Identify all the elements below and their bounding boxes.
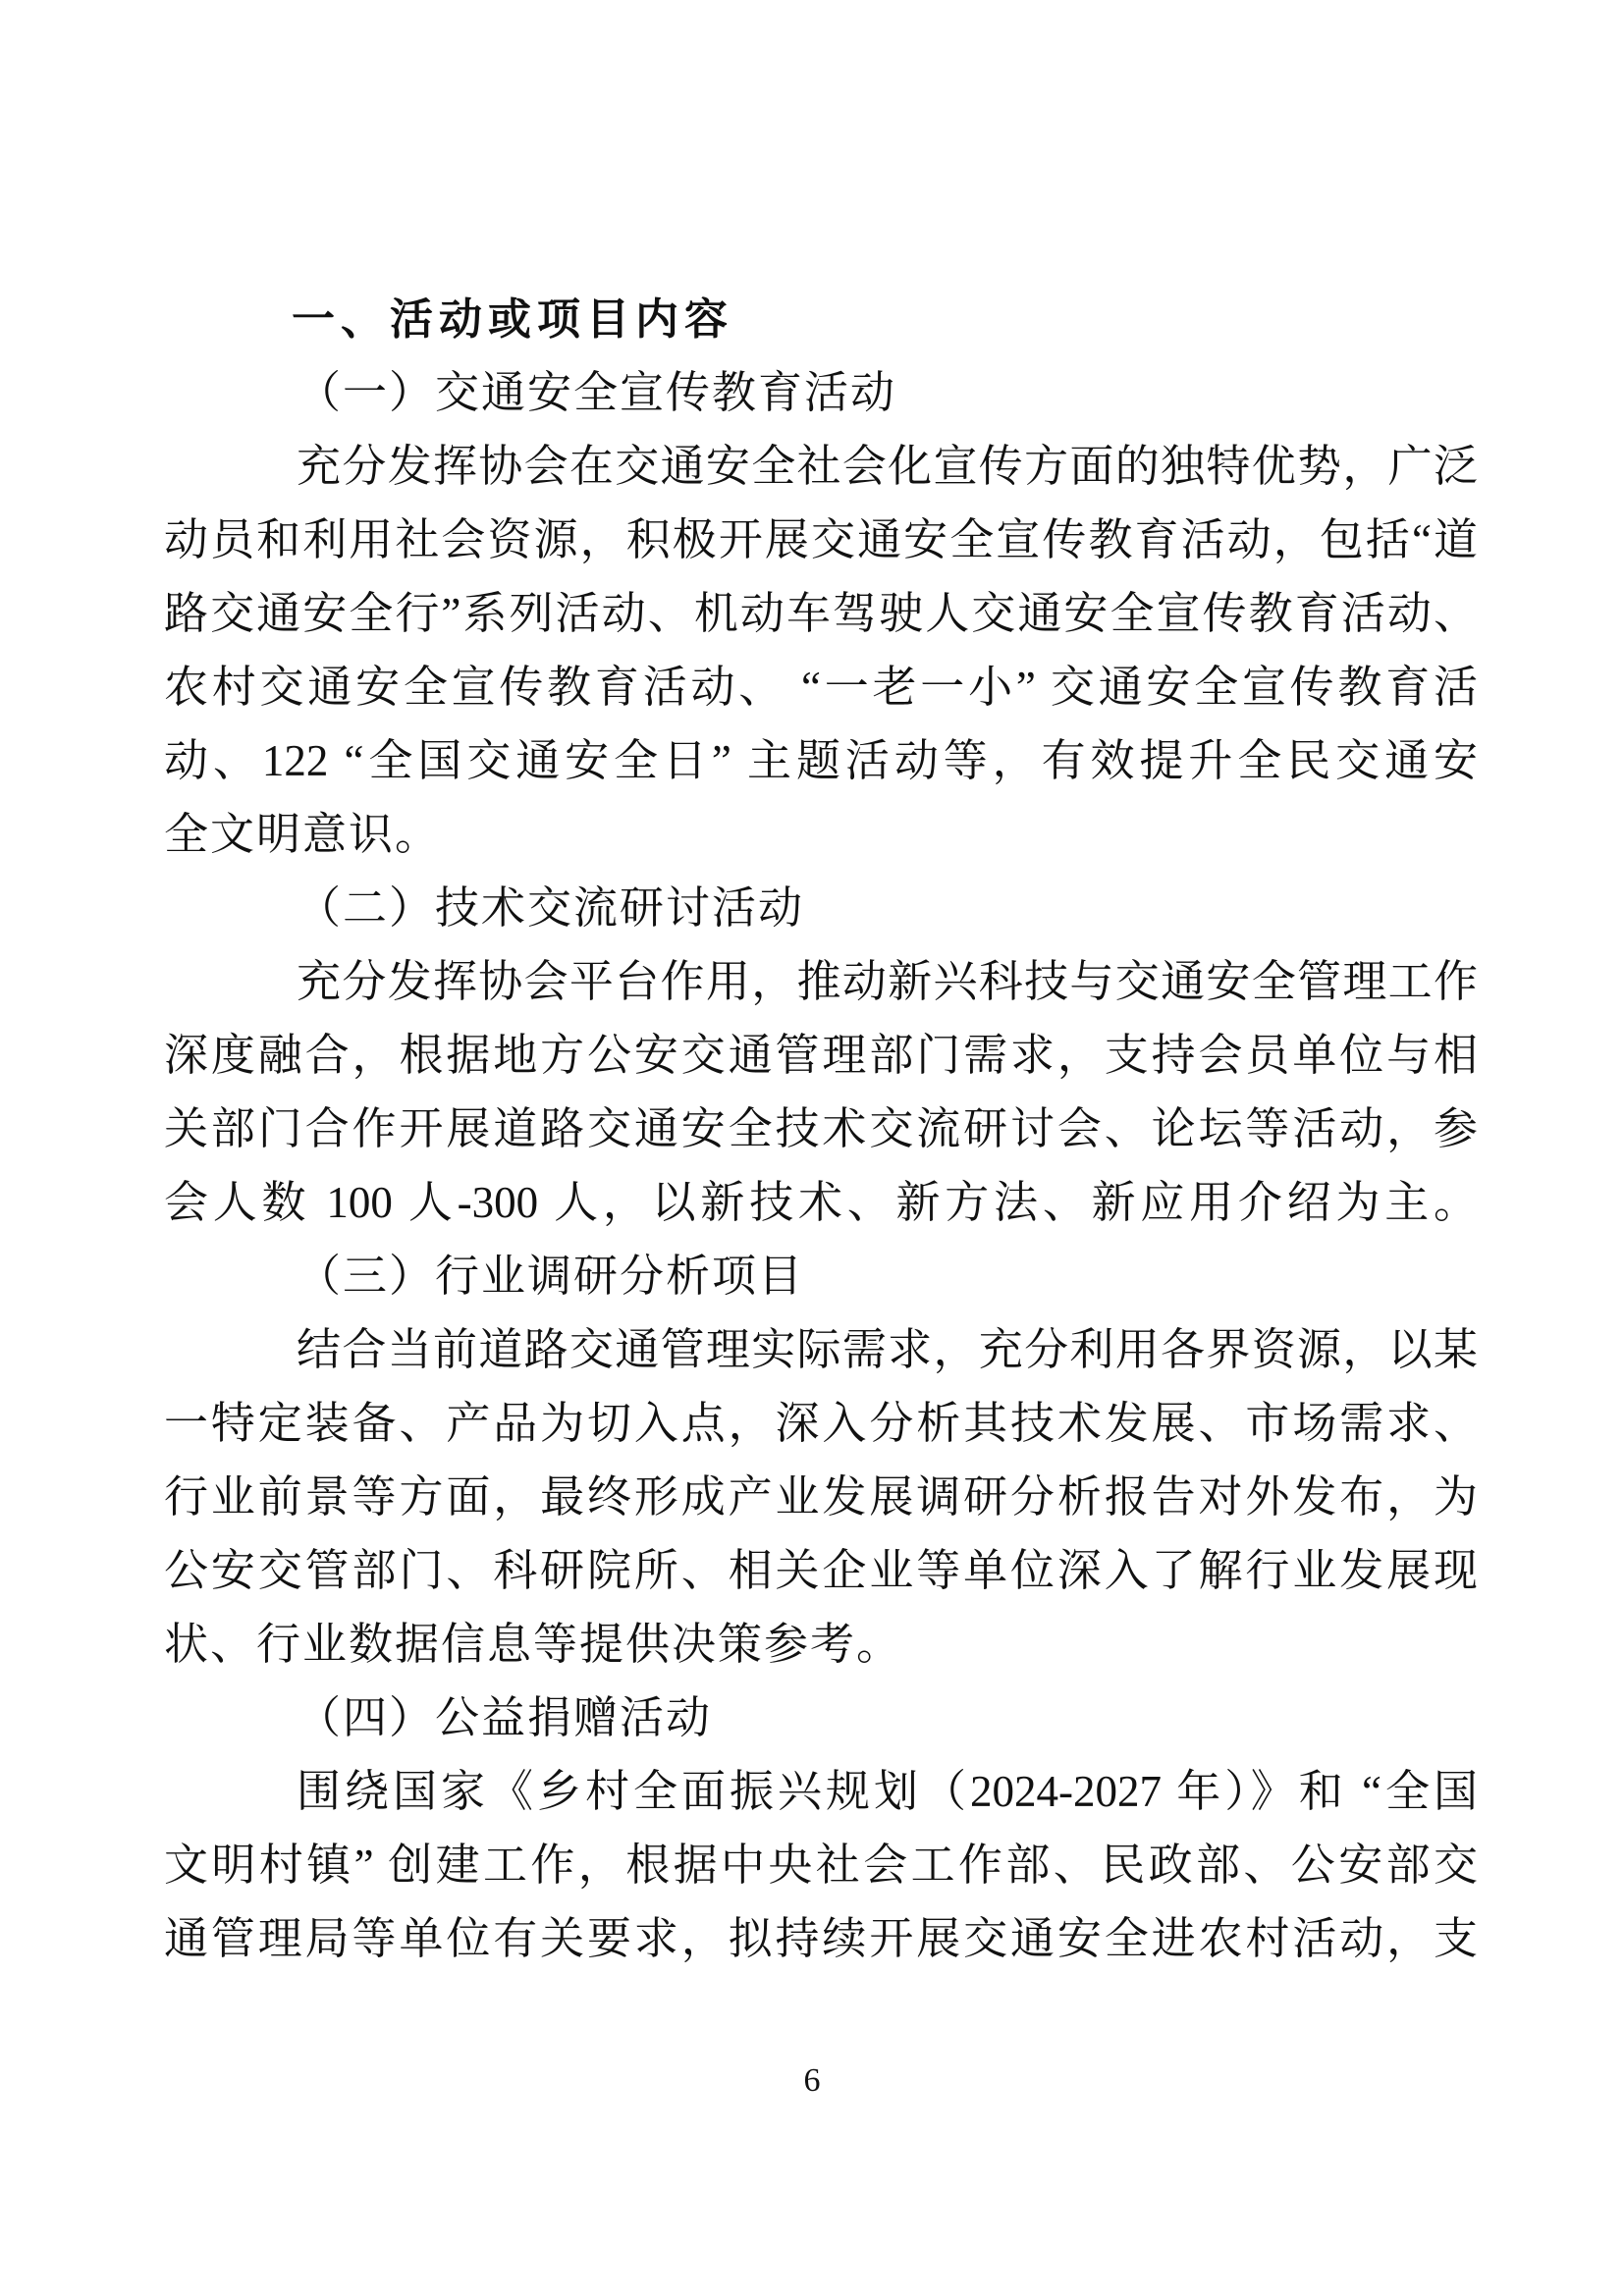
page-number: 6 xyxy=(803,2062,821,2099)
text-line: 行业前景等方面，最终形成产业发展调研分析报告对外发布，为 xyxy=(164,1472,1478,1522)
text-line: 关部门合作开展道路交通安全技术交流研讨会、论坛等活动，参 xyxy=(164,1104,1478,1153)
text-line: 结合当前道路交通管理实际需求，充分利用各界资源，以某 xyxy=(297,1325,1478,1374)
subsection-heading-3: （三）行业调研分析项目 xyxy=(297,1252,805,1301)
document-body xyxy=(164,283,1478,1976)
text-line: 公安交管部门、科研院所、相关企业等单位深入了解行业发展现 xyxy=(164,1546,1478,1595)
page-footer xyxy=(0,2061,1624,2101)
text-line: 全文明意识。 xyxy=(164,810,442,859)
text-line: 农村交通安全宣传教育活动、 “一老一小” 交通安全宣传教育活 xyxy=(164,663,1478,712)
text-line: 动员和利用社会资源，积极开展交通安全宣传教育活动，包括“道 xyxy=(164,515,1478,564)
section-title: 一、活动或项目内容 xyxy=(292,295,733,344)
text-line: 动、122 “全国交通安全日” 主题活动等，有效提升全民交通安 xyxy=(164,736,1478,785)
text-line: 通管理局等单位有关要求，拟持续开展交通安全进农村活动，支 xyxy=(164,1914,1478,1963)
subsection-heading-2: （二）技术交流研讨活动 xyxy=(297,883,805,933)
subsection-heading-4: （四）公益捐赠活动 xyxy=(297,1693,713,1742)
text-line: 路交通安全行”系列活动、机动车驾驶人交通安全宣传教育活动、 xyxy=(164,589,1478,638)
text-line: 充分发挥协会平台作用，推动新兴科技与交通安全管理工作 xyxy=(297,957,1478,1006)
text-line: 文明村镇” 创建工作，根据中央社会工作部、民政部、公安部交 xyxy=(164,1841,1478,1890)
text-line: 一特定装备、产品为切入点，深入分析其技术发展、市场需求、 xyxy=(164,1399,1478,1448)
text-line: 深度融合，根据地方公安交通管理部门需求，支持会员单位与相 xyxy=(164,1031,1478,1080)
text-line: 围绕国家《乡村全面振兴规划（2024-2027 年）》和 “全国 xyxy=(297,1767,1478,1816)
subsection-heading-1: （一）交通安全宣传教育活动 xyxy=(297,368,897,417)
text-line: 状、行业数据信息等提供决策参考。 xyxy=(164,1620,903,1669)
text-line: 充分发挥协会在交通安全社会化宣传方面的独特优势，广泛 xyxy=(297,442,1478,491)
text-line: 会人数 100 人-300 人，以新技术、新方法、新应用介绍为主。 xyxy=(164,1178,1478,1227)
